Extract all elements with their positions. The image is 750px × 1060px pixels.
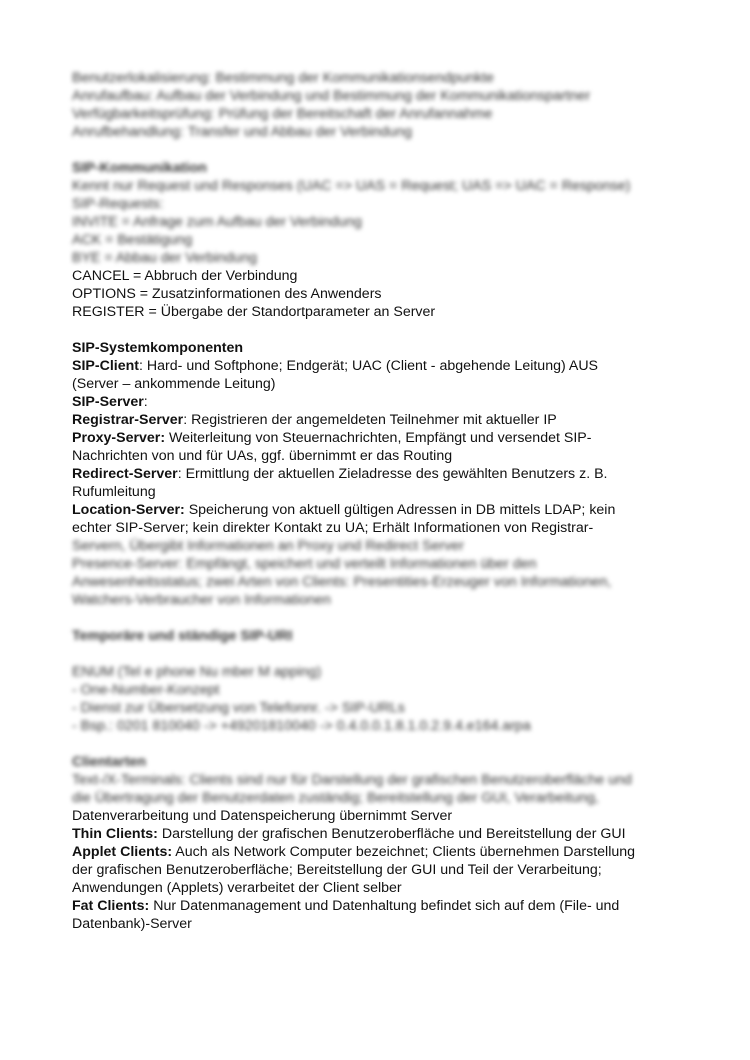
blurred-line: - One-Number-Konzept — [72, 682, 220, 698]
text-line — [72, 393, 682, 411]
text-line — [72, 429, 682, 447]
blurred-line: Anrufaufbau: Aufbau der Verbindung und Bestimmung der Kommunikationspartner — [72, 88, 591, 104]
text-line: echter SIP-Server; kein direkter Kontakt zu UA; Erhält Informationen von Registrar- — [72, 520, 594, 536]
text-line: REGISTER = Übergabe der Standortparameter an Server — [72, 304, 436, 320]
text-line — [72, 411, 682, 429]
section-clientarten — [72, 753, 682, 933]
blurred-line: Anrufbehandlung: Transfer und Abbau der Verbindung — [72, 124, 412, 140]
term-text: Nur Datenmanagement und Datenhaltung befindet sich auf dem (File- und — [149, 898, 620, 914]
term-text: Darstellung der grafischen Benutzeroberfläche und Bereitstellung der GUI — [157, 826, 626, 842]
text-line — [72, 357, 682, 375]
term-label: Applet Clients: — [72, 844, 173, 860]
text-line: Rufumleitung — [72, 484, 156, 500]
blurred-line: Kennt nur Request und Responses (UAC => UAS = Request; UAS => UAC = Response) — [72, 178, 631, 194]
blurred-line: Benutzerlokalisierung: Bestimmung der Kommunikationsendpunkte — [72, 70, 494, 86]
blurred-line: - Dienst zur Übersetzung von Telefonnr. -> SIP-URLs — [72, 700, 405, 716]
document-page — [72, 69, 682, 933]
term-label: Thin Clients: — [72, 826, 158, 842]
term-text: Speicherung von aktuell gültigen Adressen in DB mittels LDAP; kein — [184, 502, 616, 518]
text-line: (Server – ankommende Leitung) — [72, 376, 276, 392]
blurred-intro — [72, 69, 682, 141]
blurred-line: Text-/X-Terminals: Clients sind nur für Darstellung der grafischen Benutzeroberfläche und — [72, 772, 632, 788]
section-heading: SIP-Systemkomponenten — [72, 340, 244, 356]
blurred-line: Watchers-Verbraucher von Informationen — [72, 592, 331, 608]
blurred-line: ENUM (Tel e phone Nu mber M apping) — [72, 664, 322, 680]
section-heading: SIP-Kommunikation — [72, 160, 207, 176]
text-line: der grafischen Benutzeroberfläche; Bereitstellung der GUI und Teil der Verarbeitung; — [72, 862, 602, 878]
term-label: Fat Clients: — [72, 898, 150, 914]
blurred-line: Servern, Übergibt Informationen an Proxy und Redirect Server — [72, 538, 464, 554]
blurred-line: - Bsp.: 0201 810040 -> +49201810040 -> 0.4.0.0.1.8.1.0.2.9.4.e164.arpa — [72, 718, 531, 734]
blurred-line: SIP-Requests: — [72, 196, 164, 212]
section-heading: Clientarten — [72, 754, 147, 770]
section-sip-uri — [72, 627, 682, 735]
text-line — [72, 825, 682, 843]
term-label: SIP-Client — [72, 358, 140, 374]
term-text: Weiterleitung von Steuernachrichten, Empfängt und versendet SIP- — [165, 430, 592, 446]
term-label: Location-Server: — [72, 502, 185, 518]
blurred-line: Presence-Server: Empfängt, speichert und verteilt Informationen über den — [72, 556, 537, 572]
blurred-line: INVITE = Anfrage zum Aufbau der Verbindung — [72, 214, 362, 230]
text-line — [72, 465, 682, 483]
term-label: Redirect-Server — [72, 466, 178, 482]
term-text: Auch als Network Computer bezeichnet; Clients übernehmen Darstellung — [172, 844, 636, 860]
term-text: : Registrieren der angemeldeten Teilnehmer mit aktueller IP — [183, 412, 557, 428]
term-label: Registrar-Server — [72, 412, 184, 428]
text-line: OPTIONS = Zusatzinformationen des Anwenders — [72, 286, 382, 302]
text-line — [72, 897, 682, 915]
term-text: : — [143, 394, 148, 410]
text-line: Nachrichten von und für UAs, ggf. übernimmt er das Routing — [72, 448, 453, 464]
section-sip-systemkomponenten — [72, 339, 682, 609]
text-line — [72, 501, 682, 519]
blurred-line: BYE = Abbau der Verbindung — [72, 250, 257, 266]
section-sip-kommunikation — [72, 159, 682, 321]
blurred-line: die Übertragung der Benutzerdaten zuständig; Bereitstellung der GUI, Verarbeitung, — [72, 790, 599, 806]
term-label: SIP-Server — [72, 394, 144, 410]
term-label: Proxy-Server: — [72, 430, 166, 446]
text-line: Datenbank)-Server — [72, 916, 192, 932]
term-text: : Hard- und Softphone; Endgerät; UAC (Client - abgehende Leitung) AUS — [139, 358, 599, 374]
blurred-line: ACK = Bestätigung — [72, 232, 193, 248]
term-text: : Ermittlung der aktuellen Zieladresse des gewählten Benutzers z. B. — [177, 466, 608, 482]
text-line: Datenverarbeitung und Datenspeicherung übernimmt Server — [72, 808, 453, 824]
text-line — [72, 843, 682, 861]
text-line: CANCEL = Abbruch der Verbindung — [72, 268, 298, 284]
section-heading: Temporäre und ständige SIP-URI — [72, 628, 293, 644]
blurred-line: Anwesenheitsstatus; zwei Arten von Clients: Presentities-Erzeuger von Informationen, — [72, 574, 612, 590]
text-line: Anwendungen (Applets) verarbeitet der Client selber — [72, 880, 402, 896]
blurred-line: Verfügbarkeitsprüfung: Prüfung der Bereitschaft der Anrufannahme — [72, 106, 493, 122]
